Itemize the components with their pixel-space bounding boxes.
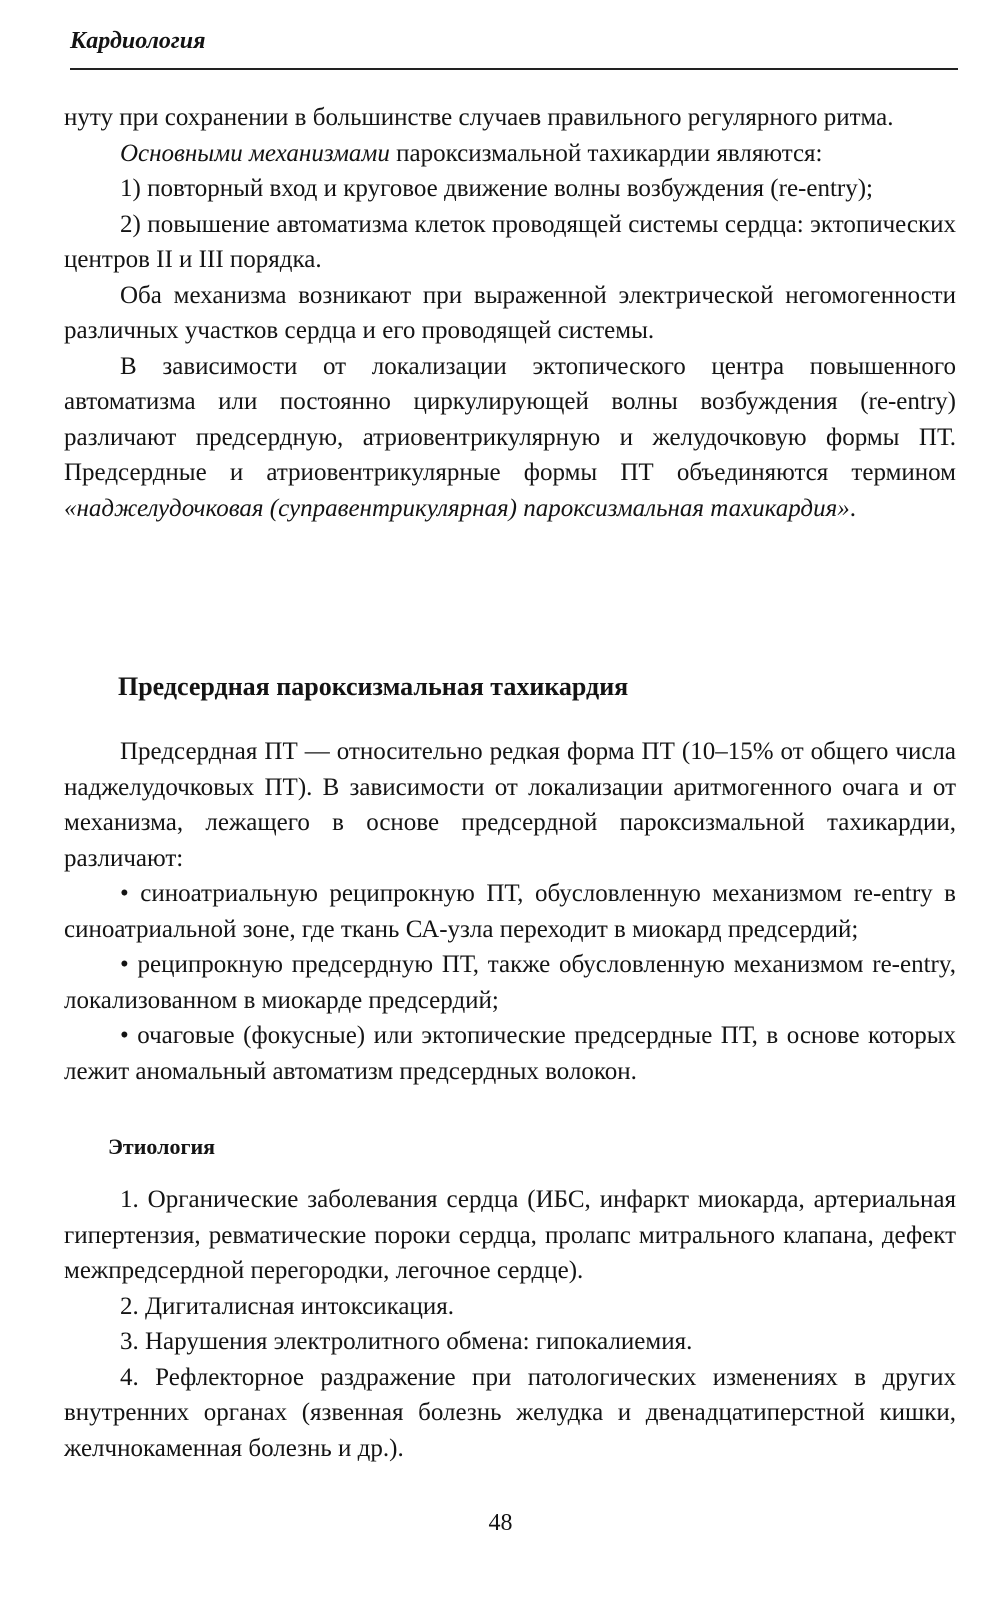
paragraph-continuation: нуту при сохранении в большинстве случаев правильного регулярного ритма. bbox=[64, 104, 894, 131]
etiology-item: 4. Рефлекторное раздражение при патологических изменениях в других внутренних органах (язвенная болезнь желудка и двенадцатиперстной кишки, желчнокаменная болезнь и др.). bbox=[64, 1363, 956, 1462]
mechanism-item-1: 1) повторный вход и круговое движение волны возбуждения (re-entry); bbox=[120, 175, 874, 202]
section-heading-etiology: Этиология bbox=[108, 1134, 216, 1159]
mechanism-item-2: 2) повышение автоматизма клеток проводящей системы сердца: эктопических центров II и III порядка. bbox=[64, 210, 956, 273]
etiology-item: 3. Нарушения электролитного обмена: гипокалиемия. bbox=[120, 1328, 693, 1355]
etiology-section bbox=[64, 1182, 956, 1466]
intro-section bbox=[64, 100, 956, 526]
page-number: 48 bbox=[488, 1510, 513, 1536]
list-item-bullet: • реципрокную предсердную ПТ, также обусловленную механизмом re-entry, локализованном в миокарде предсердий; bbox=[64, 951, 956, 1014]
list-item-bullet: • синоатриальную реципрокную ПТ, обусловленную механизмом re-entry в синоатриальной зоне, где ткань СА-узла переходит в миокард предсердий; bbox=[64, 880, 956, 943]
emphasis-text: Основными механизмами bbox=[120, 139, 390, 167]
emphasis-term: «наджелудочковая (суправентрикулярная) пароксизмальная тахикардия» bbox=[64, 494, 850, 522]
running-title: Кардиология bbox=[70, 28, 206, 54]
paragraph-localization bbox=[64, 349, 956, 527]
paragraph-end: . bbox=[849, 494, 856, 522]
list-item-bullet: • очаговые (фокусные) или эктопические предсердные ПТ, в основе которых лежит аномальный автоматизм предсердных волокон. bbox=[64, 1022, 956, 1085]
paragraph-atrial-intro: Предсердная ПТ — относительно редкая форма ПТ (10–15% от общего числа наджелудочковых ПТ). В зависимости от локализации аритмогенного очага и от механизма, лежащего в основе предсердной пароксизмальной тахикардии, различают: bbox=[64, 738, 956, 872]
paragraph-text: пароксизмальной тахикардии являются: bbox=[389, 139, 823, 167]
paragraph-both-mechanisms: Оба механизма возникают при выраженной электрической негомогенности различных участков сердца и его проводящей системы. bbox=[64, 281, 956, 344]
etiology-item: 2. Дигиталисная интоксикация. bbox=[120, 1292, 455, 1320]
section-heading-atrial: Предсердная пароксизмальная тахикардия bbox=[118, 672, 629, 701]
header-rule bbox=[70, 68, 958, 70]
etiology-item: 1. Органические заболевания сердца (ИБС, инфаркт миокарда, артериальная гипертензия, ревматические пороки сердца, пролапс митрального клапана, дефект межпредсердной перегородки, легочное сердце). bbox=[64, 1186, 956, 1284]
atrial-section bbox=[64, 734, 956, 1089]
paragraph-text: В зависимости от локализации эктопического центра повышенного автоматизма или постоянно циркулирующей волны возбуждения (re-entry) различают предсердную, атриовентрикулярную и желудочковую формы ПТ. Предсердные и атриовентрикулярные формы ПТ объединяются термином bbox=[64, 352, 956, 486]
paragraph-mechanisms bbox=[64, 136, 956, 172]
